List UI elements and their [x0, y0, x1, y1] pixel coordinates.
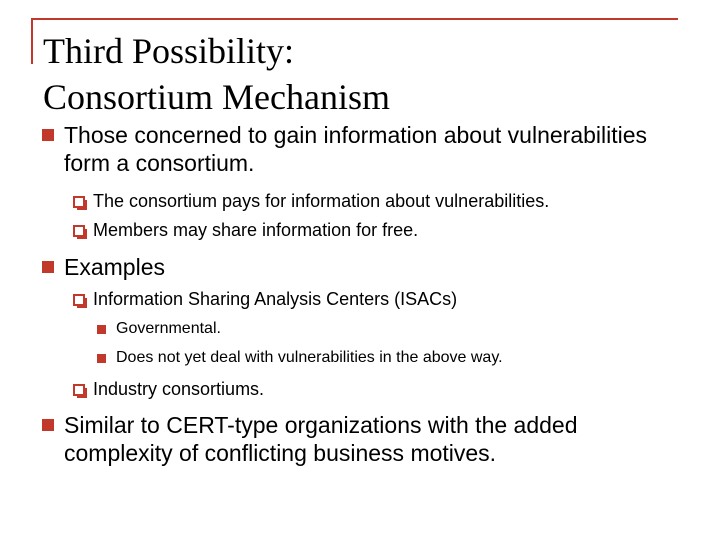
square-bullet-icon [97, 354, 106, 363]
bullet-1-text: Those concerned to gain information about vulnerabilities form a consortium. [64, 122, 648, 176]
bullet-1-1-text: The consortium pays for information about vulnerabilities. [93, 191, 550, 211]
square-bullet-icon [42, 261, 54, 273]
bullet-1-2 [73, 219, 418, 242]
bullet-2-1 [73, 288, 457, 311]
bullet-2-2-text: Industry consortiums. [93, 379, 265, 399]
square-bullet-icon [42, 419, 54, 431]
hollow-square-bullet-icon [73, 225, 85, 237]
title-line-2: Consortium Mechanism [43, 77, 390, 117]
hollow-square-bullet-icon [73, 294, 85, 306]
bullet-3-text: Similar to CERT-type organizations with the added complexity of conflicting business motives. [64, 412, 578, 466]
bullet-2-2 [73, 378, 264, 401]
hollow-square-bullet-icon [73, 384, 85, 396]
bullet-2-1-1 [97, 319, 221, 339]
bullet-2-text: Examples [64, 254, 165, 280]
square-bullet-icon [97, 325, 106, 334]
bullet-3 [42, 411, 674, 467]
bullet-2-1-text: Information Sharing Analysis Centers (ISACs) [93, 289, 458, 309]
hollow-square-bullet-icon [73, 196, 85, 208]
bullet-2-1-2-text: Does not yet deal with vulnerabilities in the above way. [116, 349, 503, 366]
bullet-2-1-1-text: Governmental. [116, 320, 221, 337]
bullet-1 [42, 121, 674, 177]
bullet-1-1 [73, 190, 549, 213]
square-bullet-icon [42, 129, 54, 141]
title-line-1: Third Possibility: [43, 31, 295, 71]
bullet-2 [42, 253, 674, 281]
bullet-1-2-text: Members may share information for free. [93, 220, 419, 240]
bullet-2-1-2 [97, 348, 503, 368]
